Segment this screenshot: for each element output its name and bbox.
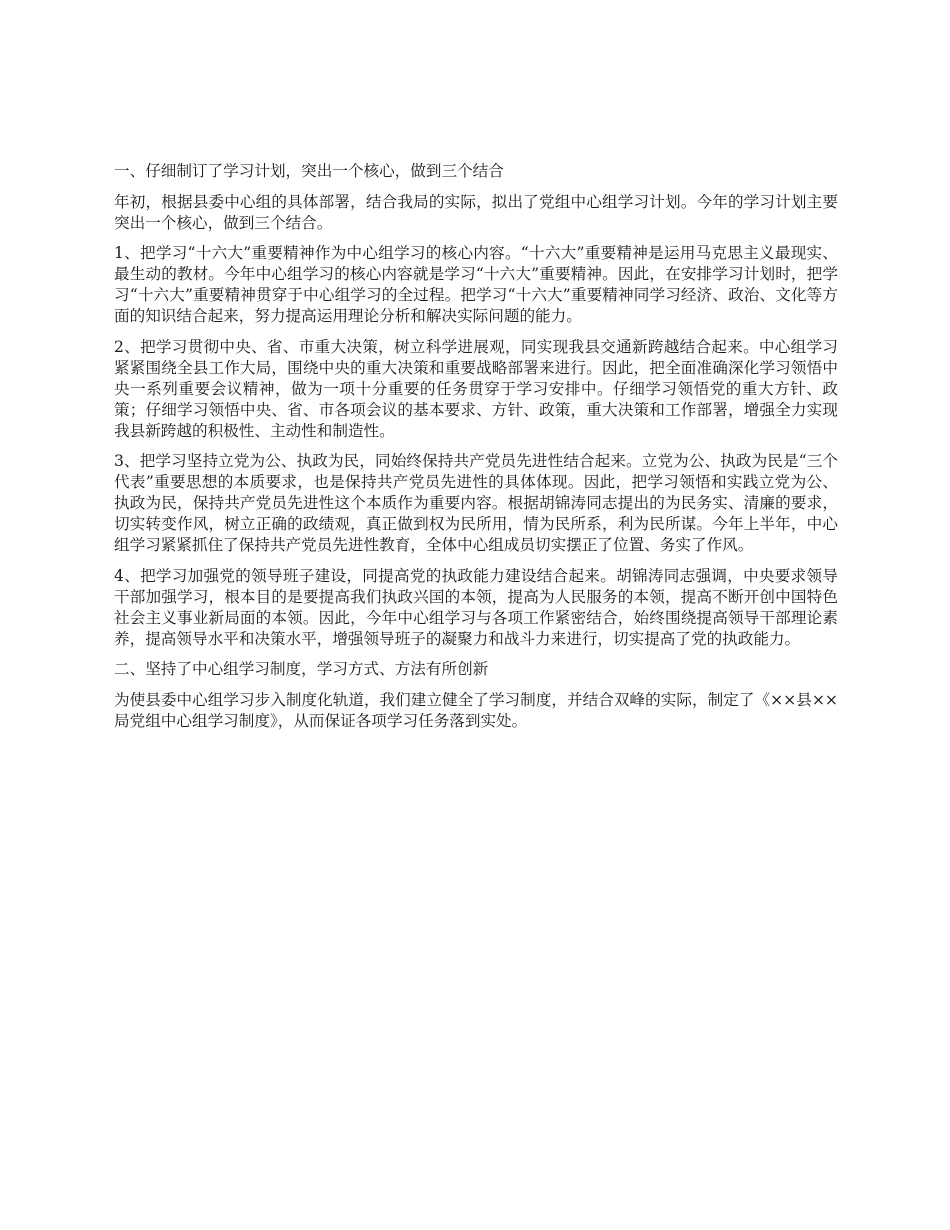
document-body [114,161,838,741]
point-4-paragraph: 4、把学习加强党的领导班子建设，同提高党的执政能力建设结合起来。胡锦涛同志强调，中央要求领导干部加强学习，根本目的是要提高我们执政兴国的本领，提高为人民服务的本领，提高不断开创中国特色社会主义事业新局面的本领。因此，今年中心组学习与各项工作紧密结合，始终围绕提高领导干部理论素养，提高领导水平和决策水平，增强领导班子的凝聚力和战斗力来进行，切实提高了党的执政能力。 [114,566,838,648]
intro-paragraph: 年初，根据县委中心组的具体部署，结合我局的实际，拟出了党组中心组学习计划。今年的学习计划主要突出一个核心，做到三个结合。 [114,192,838,232]
system-paragraph: 为使县委中心组学习步入制度化轨道，我们建立健全了学习制度，并结合双峰的实际，制定了《××县××局党组中心组学习制度》，从而保证各项学习任务落到实处。 [114,690,838,730]
point-2-paragraph: 2、把学习贯彻中央、省、市重大决策，树立科学进展观，同实现我县交通新跨越结合起来。中心组学习紧紧围绕全县工作大局，围绕中央的重大决策和重要战略部署来进行。因此，把全面准确深化学习领悟中央一系列重要会议精神，做为一项十分重要的任务贯穿于学习安排中。仔细学习领悟党的重大方针、政策；仔细学习领悟中央、省、市各项会议的基本要求、方针、政策，重大决策和工作部署，增强全力实现我县新跨越的积极性、主动性和制造性。 [114,337,838,440]
section-heading-1: 一、仔细制订了学习计划，突出一个核心，做到三个结合 [114,162,504,180]
point-1-paragraph: 1、把学习“十六大”重要精神作为中心组学习的核心内容。“十六大”重要精神是运用马克思主义最现实、最生动的教材。今年中心组学习的核心内容就是学习“十六大”重要精神。因此，在安排学习计划时，把学习“十六大”重要精神贯穿于中心组学习的全过程。把学习“十六大”重要精神同学习经济、政治、文化等方面的知识结合起来，努力提高运用理论分析和解决实际问题的能力。 [114,244,838,325]
section-heading-2: 二、坚持了中心组学习制度，学习方式、方法有所创新 [114,660,489,678]
point-3-paragraph: 3、把学习坚持立党为公、执政为民，同始终保持共产党员先进性结合起来。立党为公、执政为民是“三个代表”重要思想的本质要求，也是保持共产党员先进性的具体体现。因此，把学习领悟和实践立党为公、执政为民，保持共产党员先进性这个本质作为重要内容。根据胡锦涛同志提出的为民务实、清廉的要求，切实转变作风，树立正确的政绩观，真正做到权为民所用，情为民所系，利为民所谋。今年上半年，中心组学习紧紧抓住了保持共产党员先进性教育，全体中心组成员切实摆正了位置、务实了作风。 [114,452,838,554]
